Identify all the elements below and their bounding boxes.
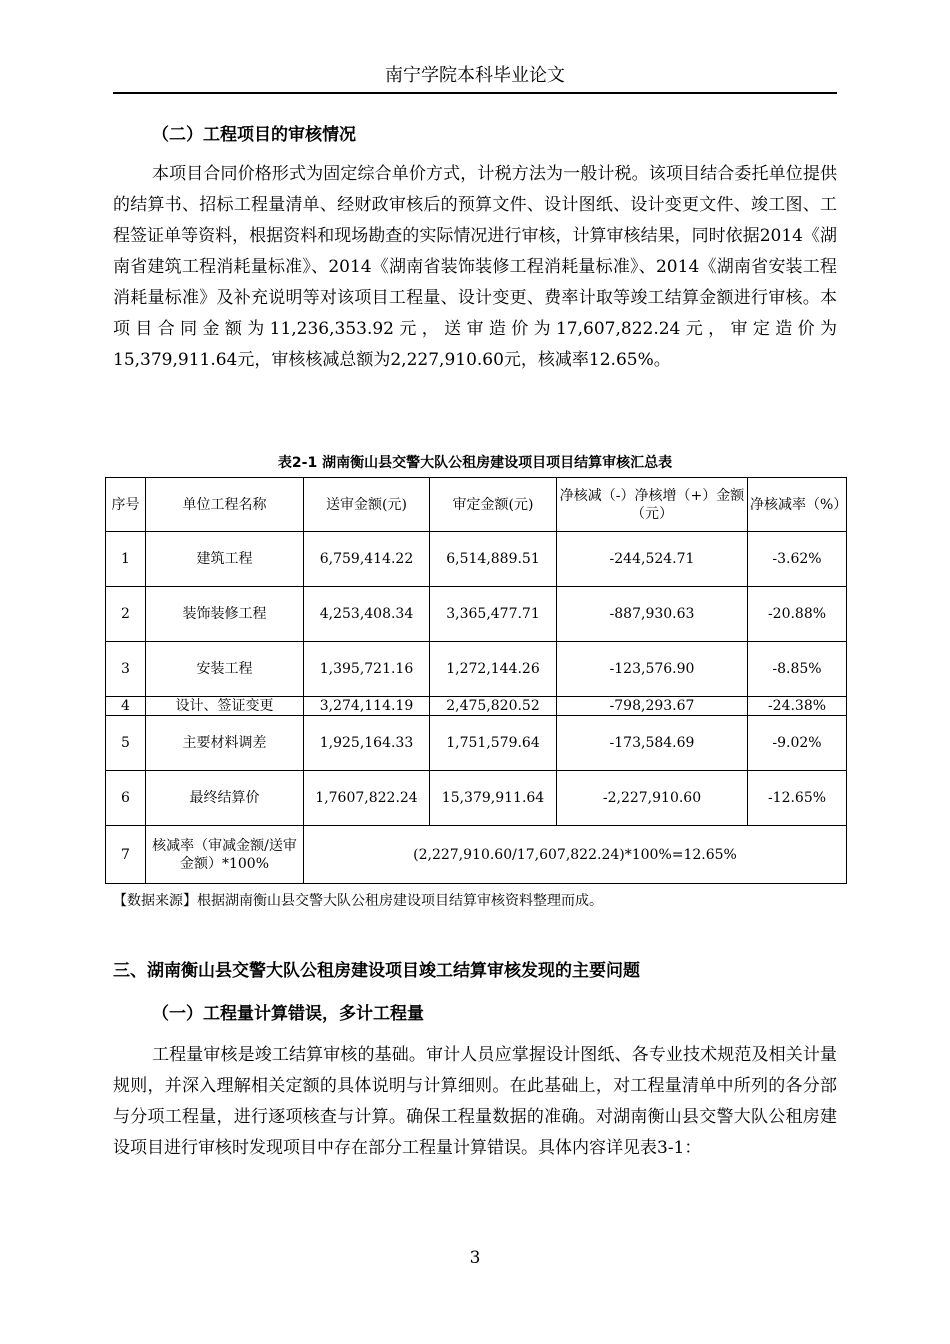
section-audit-paragraph: 本项目合同价格形式为固定综合单价方式，计税方法为一般计税。该项目结合委托单位提供的结算书、招标工程量清单、经财政审核后的预算文件、设计图纸、设计变更文件、竣工图、工程签证单等资料，根据资料和现场勘查的实际情况进行审核，计算审核结果，同时依据2014《湖南省建筑工程消耗量标准》、2014《湖南省装饰装修工程消耗量标准》、2014《湖南省安装工程消耗量标准》及补充说明等对该项目工程量、设计变更、费率计取等竣工结算金额进行审核。本项目合同金额为11,236,353.92元，送审造价为17,607,822.24元，审定造价为15,379,911.64元，审核核减总额为2,227,910.60元，核减率12.65%。 bbox=[113, 164, 837, 370]
cell-submitted: 3,274,114.19 bbox=[304, 697, 430, 716]
cell-submitted: 1,395,721.16 bbox=[304, 642, 430, 697]
table-row bbox=[106, 642, 847, 697]
cell-approved: 6,514,889.51 bbox=[430, 532, 557, 587]
header-cell: 净核减率（%） bbox=[748, 478, 847, 532]
table-row-rate bbox=[106, 826, 847, 884]
cell-rate: -9.02% bbox=[748, 716, 847, 771]
cell-approved: 15,379,911.64 bbox=[430, 771, 557, 826]
cell-name: 设计、签证变更 bbox=[146, 697, 304, 716]
table-row bbox=[106, 771, 847, 826]
table-header-row bbox=[106, 478, 847, 532]
cell-formula: (2,227,910.60/17,607,822.24)*100%=12.65% bbox=[304, 826, 847, 884]
table-row bbox=[106, 716, 847, 771]
cell-submitted: 1,925,164.33 bbox=[304, 716, 430, 771]
cell-net-change: -244,524.71 bbox=[557, 532, 748, 587]
cell-no: 2 bbox=[106, 587, 146, 642]
cell-submitted: 6,759,414.22 bbox=[304, 532, 430, 587]
page-number: 3 bbox=[469, 1248, 481, 1268]
cell-rate: -24.38% bbox=[748, 697, 847, 716]
cell-net-change: -2,227,910.60 bbox=[557, 771, 748, 826]
header-rule bbox=[113, 92, 837, 94]
header-cell: 单位工程名称 bbox=[146, 478, 304, 532]
cell-rate: -8.85% bbox=[748, 642, 847, 697]
cell-no: 6 bbox=[106, 771, 146, 826]
cell-submitted: 1,7607,822.24 bbox=[304, 771, 430, 826]
audit-summary-table bbox=[105, 477, 847, 884]
header-cell: 送审金额(元) bbox=[304, 478, 430, 532]
cell-net-change: -123,576.90 bbox=[557, 642, 748, 697]
cell-net-change: -887,930.63 bbox=[557, 587, 748, 642]
cell-name: 最终结算价 bbox=[146, 771, 304, 826]
table-row bbox=[106, 697, 847, 716]
cell-name: 核减率（审减金额/送审金额）*100% bbox=[146, 826, 304, 884]
cell-approved: 3,365,477.71 bbox=[430, 587, 557, 642]
section-audit-heading: （二）工程项目的审核情况 bbox=[152, 125, 356, 145]
header-cell: 序号 bbox=[106, 478, 146, 532]
cell-name: 建筑工程 bbox=[146, 532, 304, 587]
section3-1-paragraph: 工程量审核是竣工结算审核的基础。审计人员应掌握设计图纸、各专业技术规范及相关计量规则，并深入理解相关定额的具体说明与计算细则。在此基础上，对工程量清单中所列的各分部与分项工程量，进行逐项核查与计算。确保工程量数据的准确。对湖南衡山县交警大队公租房建设项目进行审核时发现项目中存在部分工程量计算错误。具体内容详见表3-1： bbox=[113, 1045, 837, 1158]
table-row bbox=[106, 587, 847, 642]
table-caption: 表2-1 湖南衡山县交警大队公租房建设项目项目结算审核汇总表 bbox=[277, 455, 673, 471]
cell-no: 3 bbox=[106, 642, 146, 697]
cell-net-change: -173,584.69 bbox=[557, 716, 748, 771]
table-row bbox=[106, 532, 847, 587]
cell-approved: 1,272,144.26 bbox=[430, 642, 557, 697]
cell-approved: 2,475,820.52 bbox=[430, 697, 557, 716]
running-header: 南宁学院本科毕业论文 bbox=[385, 65, 565, 86]
header-cell: 审定金额(元) bbox=[430, 478, 557, 532]
cell-no: 4 bbox=[106, 697, 146, 716]
table-source-note: 【数据来源】根据湖南衡山县交警大队公租房建设项目结算审核资料整理而成。 bbox=[113, 893, 603, 909]
header-cell: 净核减（-）净核增（+）金额（元） bbox=[557, 478, 748, 532]
cell-rate: -3.62% bbox=[748, 532, 847, 587]
cell-no: 5 bbox=[106, 716, 146, 771]
cell-name: 装饰装修工程 bbox=[146, 587, 304, 642]
cell-submitted: 4,253,408.34 bbox=[304, 587, 430, 642]
cell-no: 7 bbox=[106, 826, 146, 884]
cell-name: 主要材料调差 bbox=[146, 716, 304, 771]
cell-rate: -20.88% bbox=[748, 587, 847, 642]
cell-rate: -12.65% bbox=[748, 771, 847, 826]
cell-approved: 1,751,579.64 bbox=[430, 716, 557, 771]
cell-no: 1 bbox=[106, 532, 146, 587]
section3-1-heading: （一）工程量计算错误，多计工程量 bbox=[152, 1004, 424, 1024]
cell-name: 安装工程 bbox=[146, 642, 304, 697]
section3-heading: 三、湖南衡山县交警大队公租房建设项目竣工结算审核发现的主要问题 bbox=[113, 961, 640, 981]
cell-net-change: -798,293.67 bbox=[557, 697, 748, 716]
